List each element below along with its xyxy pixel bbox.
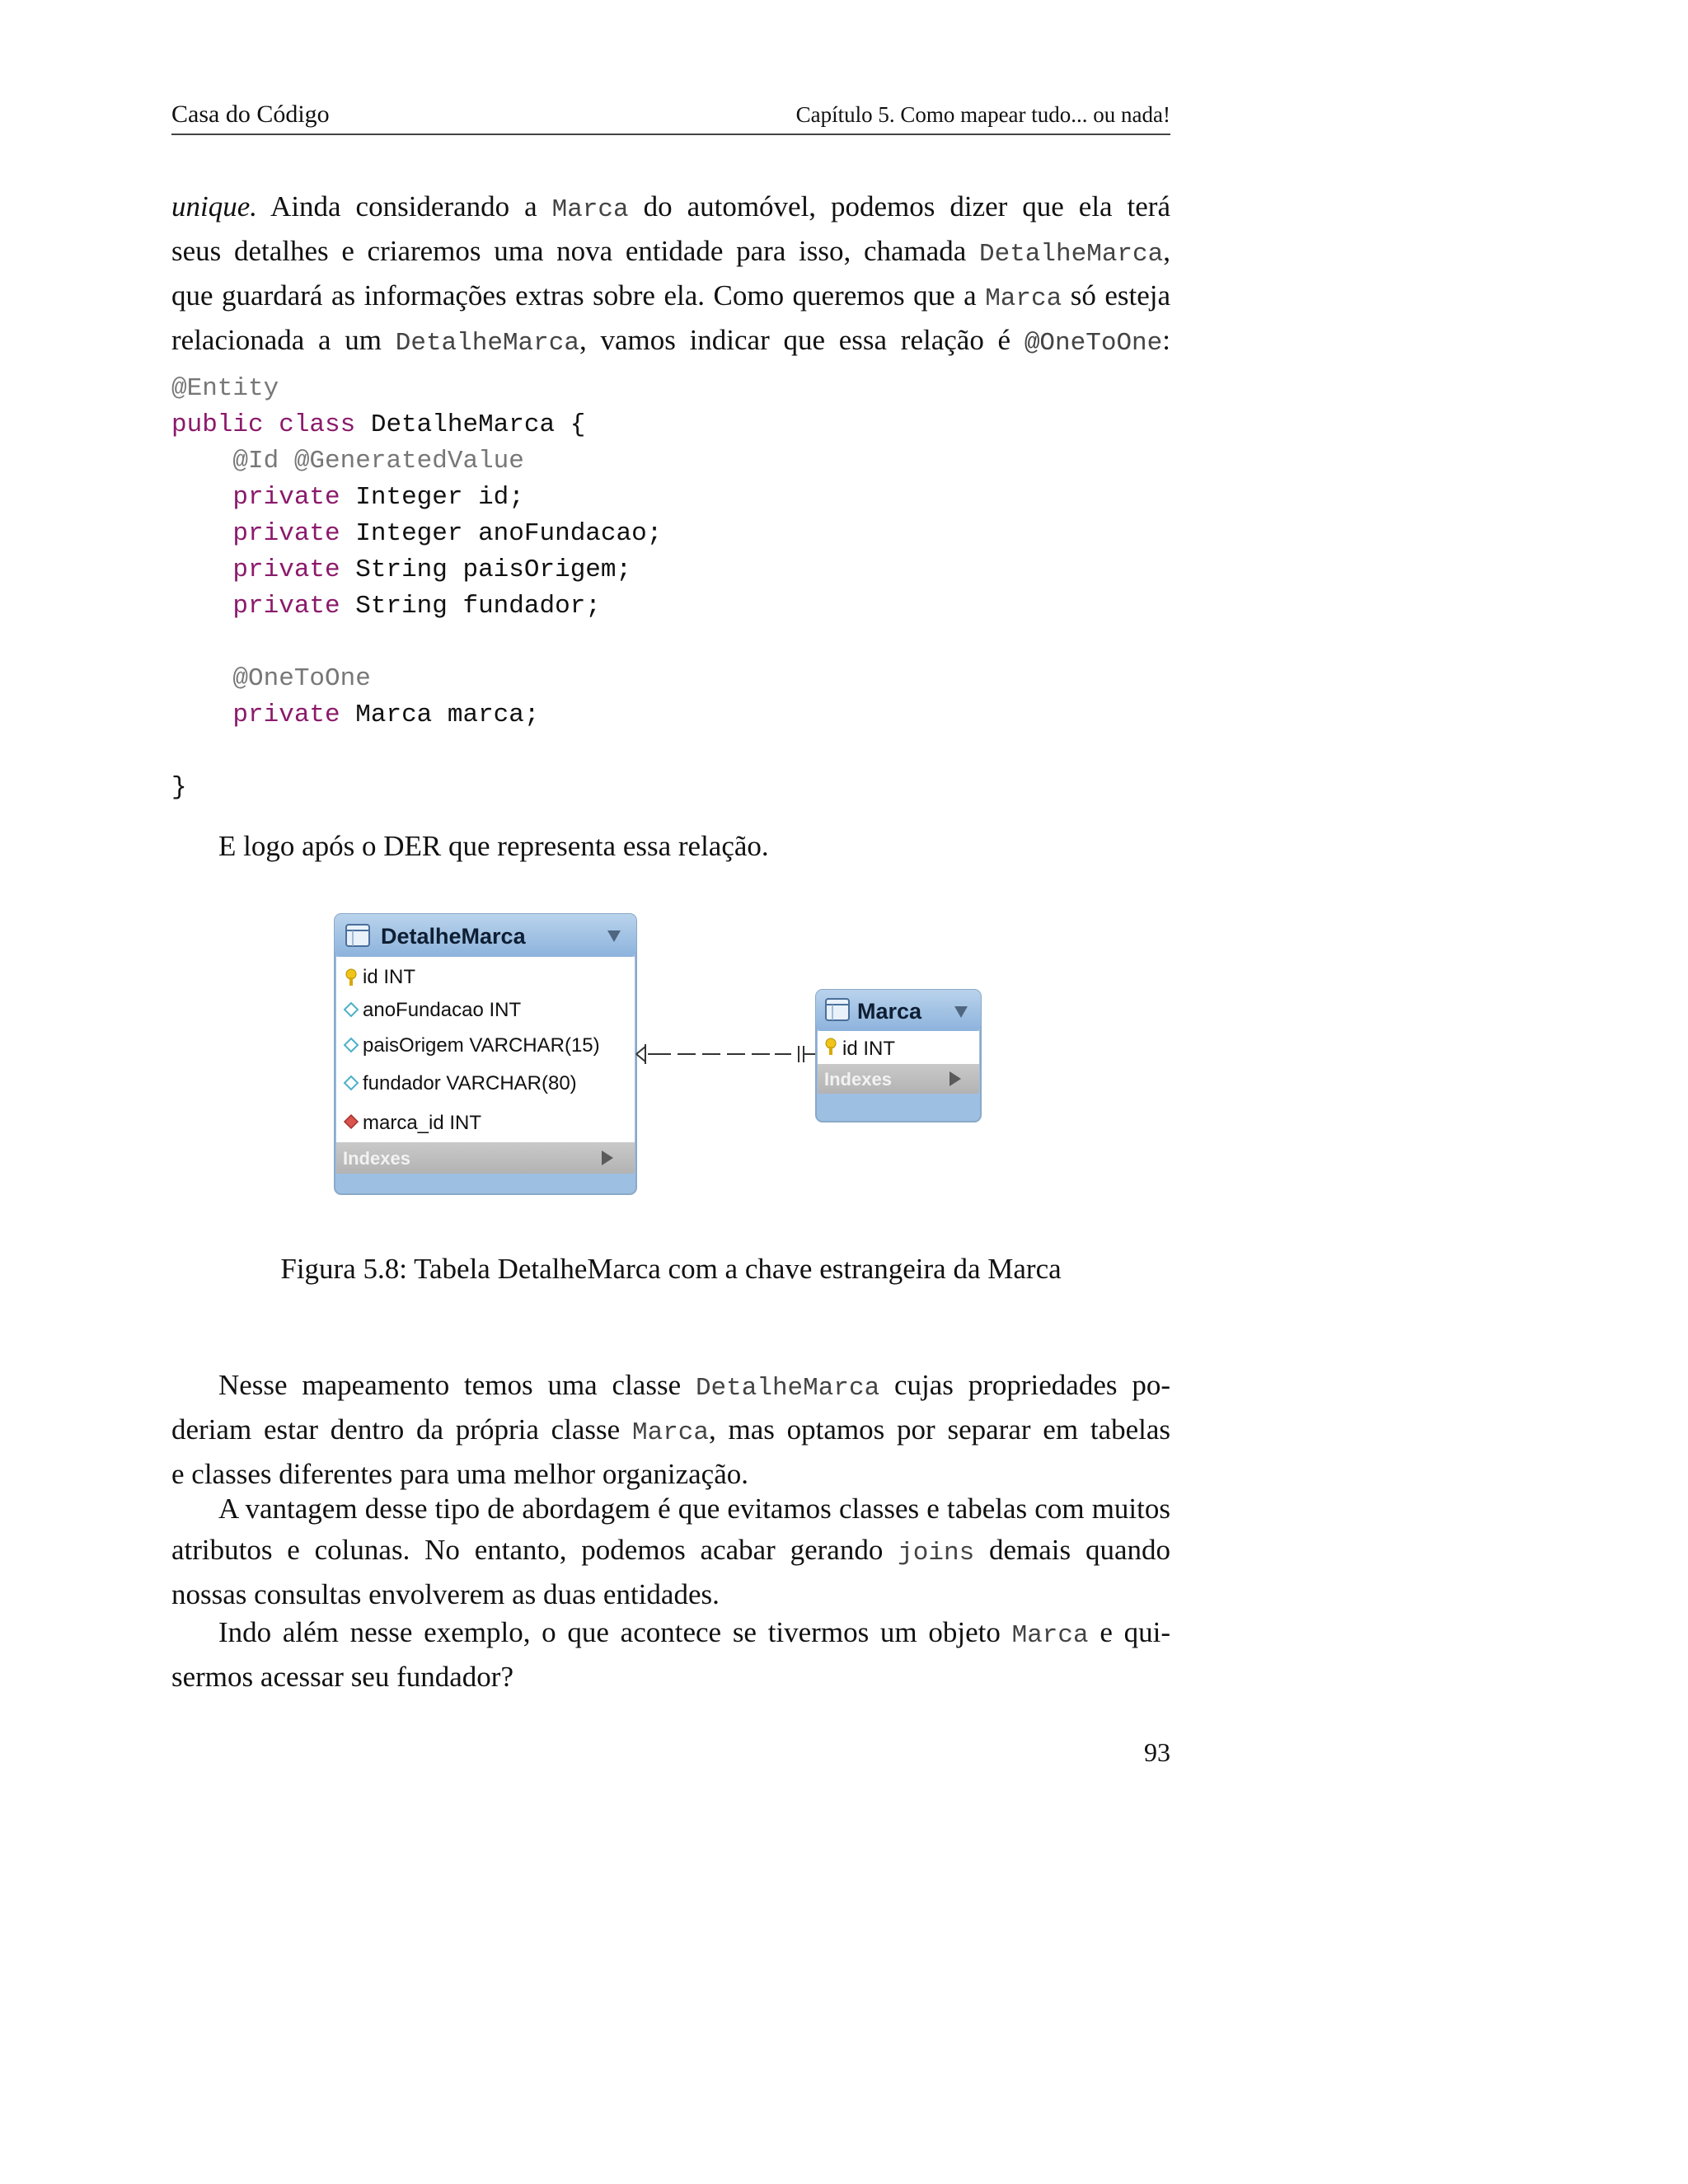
er-diagram xyxy=(330,911,1022,1207)
text-run: Ainda considerando a xyxy=(257,190,552,223)
code-text: Integer id; xyxy=(340,483,524,512)
text-run: Indo além nesse exemplo, o que acontece se tivermos um objeto xyxy=(218,1616,1012,1648)
table-icon xyxy=(826,999,849,1020)
code-text: Marca marca; xyxy=(340,701,540,729)
inline-code: DetalheMarca xyxy=(395,329,579,358)
code-keyword: private xyxy=(232,555,340,584)
code-text: String paisOrigem; xyxy=(340,555,632,584)
code-annotation: @OneToOne xyxy=(232,664,371,693)
table-title: Marca xyxy=(857,999,922,1024)
code-text: } xyxy=(171,773,187,802)
field-label: id INT xyxy=(363,966,416,988)
code-keyword: private xyxy=(232,592,340,621)
paragraph-3 xyxy=(171,1612,1170,1698)
text-run: e qui- xyxy=(1088,1616,1170,1648)
text-line xyxy=(171,1365,1170,1409)
text-line xyxy=(171,320,1170,364)
field-row xyxy=(345,1112,481,1134)
text-run: , mas optamos por separar em tabelas xyxy=(709,1413,1170,1446)
code-keyword: private xyxy=(232,483,340,512)
inline-code: DetalheMarca xyxy=(695,1374,880,1403)
text-line: sermos acessar seu fundador? xyxy=(171,1661,513,1693)
inline-code: DetalheMarca xyxy=(979,240,1164,269)
text-run: que guardará as informações extras sobre ela. Como queremos que a xyxy=(171,279,986,312)
code-keyword: public class xyxy=(171,410,356,439)
inline-code: Marca xyxy=(985,284,1062,313)
der-intro-paragraph xyxy=(171,826,1170,867)
text-run: demais quando xyxy=(974,1534,1170,1566)
emphasis-text: unique. xyxy=(171,190,258,223)
table-marca xyxy=(816,990,981,1122)
field-row xyxy=(345,999,521,1021)
code-text: String fundador; xyxy=(340,592,601,621)
text-line xyxy=(171,231,1170,275)
table-icon xyxy=(346,925,369,946)
text-line: nossas consultas envolverem as duas entidades. xyxy=(171,1578,720,1610)
text-line: E logo após o DER que representa essa relação. xyxy=(218,830,769,862)
text-run: do automóvel, podemos dizer que ela terá xyxy=(628,190,1170,223)
code-text: DetalheMarca { xyxy=(355,410,586,439)
code-annotation: @Entity xyxy=(171,374,279,403)
code-keyword: private xyxy=(232,519,340,548)
text-run: Nesse mapeamento temos uma classe xyxy=(218,1369,696,1401)
code-keyword: private xyxy=(232,701,340,729)
field-label: marca_id INT xyxy=(363,1112,482,1134)
code-text: Integer anoFundacao; xyxy=(340,519,663,548)
code-annotation: @Id @GeneratedValue xyxy=(232,447,524,476)
running-header xyxy=(171,97,1170,135)
text-line xyxy=(171,1530,1170,1574)
inline-code: Marca xyxy=(631,1418,709,1447)
inline-code: Marca xyxy=(551,195,629,224)
text-run: atributos e colunas. No entanto, podemos acabar gerando xyxy=(171,1534,898,1566)
field-label: id INT xyxy=(842,1038,896,1060)
text-run: deriam estar dentro da própria classe xyxy=(171,1413,632,1446)
inline-code: joins xyxy=(898,1539,975,1568)
field-label: fundador VARCHAR(80) xyxy=(363,1072,577,1094)
header-book-title: Casa do Código xyxy=(171,101,330,128)
indexes-label: Indexes xyxy=(824,1069,892,1090)
indexes-label: Indexes xyxy=(343,1148,410,1169)
text-line: e classes diferentes para uma melhor organização. xyxy=(171,1458,748,1490)
text-line xyxy=(171,1612,1170,1657)
inline-code: Marca xyxy=(1011,1621,1089,1650)
table-detalhemarca xyxy=(335,914,636,1194)
table-title: DetalheMarca xyxy=(381,924,526,949)
text-line: A vantagem desse tipo de abordagem é que evitamos classes e tabelas com muitos xyxy=(218,1493,1170,1525)
field-row xyxy=(345,1072,577,1094)
text-run: : xyxy=(1162,324,1170,356)
page-number: 93 xyxy=(1144,1737,1170,1767)
inline-code: @OneToOne xyxy=(1024,329,1163,358)
text-line xyxy=(171,186,1170,231)
text-run: só esteja xyxy=(1062,279,1171,312)
paragraph-1 xyxy=(171,1365,1170,1495)
relationship-connector xyxy=(636,1044,816,1064)
text-run: , vamos indicar que essa relação é xyxy=(579,324,1025,356)
text-run: relacionada a um xyxy=(171,324,396,356)
field-label: anoFundacao INT xyxy=(363,999,522,1021)
text-run: , xyxy=(1163,235,1170,267)
intro-paragraph xyxy=(171,186,1170,364)
text-line xyxy=(171,1409,1170,1454)
field-label: paisOrigem VARCHAR(15) xyxy=(363,1034,600,1057)
text-run: cujas propriedades po- xyxy=(879,1369,1170,1401)
text-line xyxy=(171,275,1170,320)
paragraph-2 xyxy=(171,1488,1170,1615)
code-block xyxy=(171,371,662,806)
field-row xyxy=(345,1034,600,1057)
header-chapter-title: Capítulo 5. Como mapear tudo... ou nada! xyxy=(795,102,1170,127)
text-run: seus detalhes e criaremos uma nova entidade para isso, chamada xyxy=(171,235,979,267)
figure-caption: Figura 5.8: Tabela DetalheMarca com a chave estrangeira da Marca xyxy=(280,1253,1062,1285)
